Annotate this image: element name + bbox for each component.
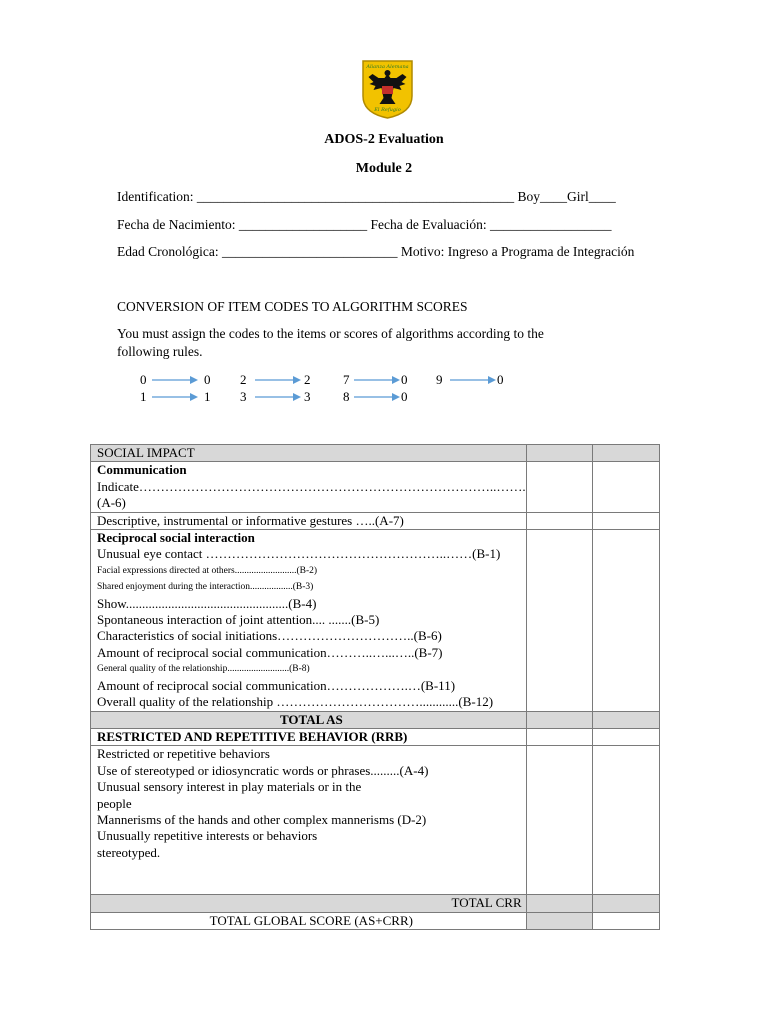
- conversion-heading: CONVERSION OF ITEM CODES TO ALGORITHM SCORES: [117, 299, 468, 314]
- score-cell[interactable]: [593, 530, 660, 711]
- arrow-right-icon: [255, 375, 301, 385]
- arrow-right-icon: [255, 392, 301, 402]
- rule-to: 0: [204, 372, 211, 387]
- rrb-section: [91, 746, 527, 895]
- score-cell[interactable]: [526, 711, 593, 728]
- score-cell[interactable]: [526, 462, 593, 512]
- list-item: Amount of reciprocal social communication………..…...…..(B-7): [97, 644, 443, 660]
- score-cell[interactable]: [526, 728, 593, 745]
- list-item: Spontaneous interaction of joint attention.... .......(B-5): [97, 612, 380, 628]
- gestures-item: Descriptive, instrumental or informative gestures …..(A-7): [91, 512, 527, 529]
- social-impact-header: SOCIAL IMPACT: [91, 445, 527, 462]
- arrow-right-icon: [354, 392, 400, 402]
- rule-to: 0: [401, 389, 408, 404]
- list-item: Unusual sensory interest in play materials or in the: [97, 779, 362, 795]
- communication-heading: Communication: [97, 462, 187, 478]
- rule-from: 0: [140, 372, 147, 387]
- list-item: Overall quality of the relationship ……………………………............(B-12): [97, 694, 494, 710]
- crest-text-bottom: El Refugio: [374, 107, 401, 113]
- list-item: Restricted or repetitive behaviors: [97, 746, 270, 762]
- score-cell[interactable]: [526, 912, 593, 929]
- rule-to: 3: [304, 389, 311, 404]
- score-cell[interactable]: [526, 530, 593, 711]
- conversion-instructions-2: following rules.: [117, 344, 203, 359]
- module-title: Module 2: [355, 161, 413, 176]
- arrow-right-icon: [450, 375, 496, 385]
- list-item: Amount of reciprocal social communication……………….…(B-11): [97, 677, 456, 693]
- list-item: Mannerisms of the hands and other complex mannerisms (D-2): [97, 811, 427, 827]
- rrb-heading: RESTRICTED AND REPETITIVE BEHAVIOR (RRB): [91, 728, 527, 745]
- score-cell[interactable]: [593, 912, 660, 929]
- score-cell[interactable]: [593, 512, 660, 529]
- total-crr-label: TOTAL CRR: [91, 895, 527, 912]
- list-item: Characteristics of social initiations…………………………..(B-6): [97, 628, 442, 644]
- indicate-item: Indicate………………………………………………………………………..…….(A-6): [97, 478, 526, 511]
- list-item: people: [97, 795, 132, 811]
- document-title: ADOS-2 Evaluation: [324, 132, 444, 147]
- communication-section: [91, 462, 527, 512]
- reciprocal-heading: Reciprocal social interaction: [97, 530, 255, 546]
- rule-from: 9: [436, 372, 443, 387]
- crest-text-top: Alianza Alemana: [366, 64, 409, 70]
- reciprocal-section: [91, 530, 527, 711]
- crest-logo: [360, 58, 415, 120]
- arrow-right-icon: [354, 375, 400, 385]
- rule-to: 0: [401, 372, 408, 387]
- total-global-label: TOTAL GLOBAL SCORE (AS+CRR): [91, 912, 527, 929]
- rule-from: 7: [343, 372, 350, 387]
- arrow-right-icon: [152, 392, 198, 402]
- age-field: Edad Cronológica: __________________________ Motivo: Ingreso a Programa de Integración: [117, 244, 635, 259]
- score-table: [90, 444, 660, 930]
- score-cell[interactable]: [526, 895, 593, 912]
- score-cell[interactable]: [526, 512, 593, 529]
- rule-to: 0: [497, 372, 504, 387]
- rule-to: 2: [304, 372, 311, 387]
- score-cell[interactable]: [593, 445, 660, 462]
- list-item: Shared enjoyment during the interaction..................(B-3): [97, 582, 314, 593]
- list-item: Facial expressions directed at others..........................(B-2): [97, 565, 318, 576]
- rule-to: 1: [204, 389, 211, 404]
- score-cell[interactable]: [593, 462, 660, 512]
- rule-from: 8: [343, 389, 350, 404]
- identification-field: Identification: _______________________________________________ Boy____Girl____: [117, 189, 616, 204]
- rule-from: 3: [240, 389, 247, 404]
- score-cell[interactable]: [526, 445, 593, 462]
- score-cell[interactable]: [593, 711, 660, 728]
- score-cell[interactable]: [593, 728, 660, 745]
- total-as-label: TOTAL AS: [91, 711, 527, 728]
- list-item: Unusual eye contact ………………………………………………..……(B-1): [97, 546, 501, 562]
- birth-date-field: Fecha de Nacimiento: ___________________ Fecha de Evaluación: __________________: [117, 217, 612, 232]
- arrow-right-icon: [152, 375, 198, 385]
- conversion-instructions: You must assign the codes to the items or scores of algorithms according to the: [117, 326, 544, 341]
- score-cell[interactable]: [593, 895, 660, 912]
- score-cell[interactable]: [593, 746, 660, 895]
- list-item: Show..................................................(B-4): [97, 595, 317, 611]
- list-item: stereotyped.: [97, 844, 161, 860]
- rule-from: 2: [240, 372, 247, 387]
- list-item: Use of stereotyped or idiosyncratic words or phrases.........(A-4): [97, 762, 429, 778]
- score-cell[interactable]: [526, 746, 593, 895]
- list-item: General quality of the relationship..........................(B-8): [97, 664, 310, 675]
- list-item: Unusually repetitive interests or behaviors: [97, 828, 318, 844]
- rule-from: 1: [140, 389, 147, 404]
